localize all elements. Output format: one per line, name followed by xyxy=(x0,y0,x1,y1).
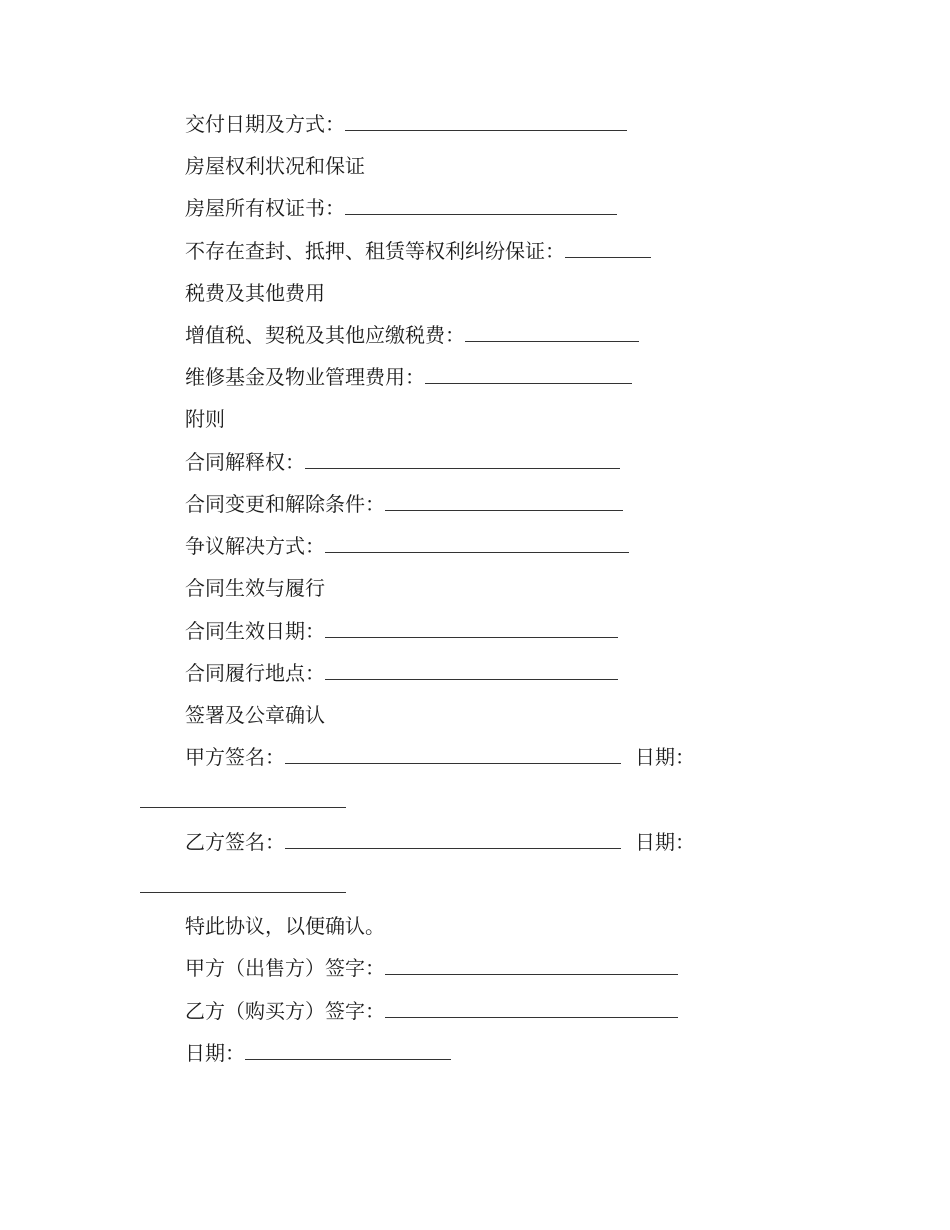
certificate-blank[interactable] xyxy=(345,196,617,215)
effect-heading-text: 合同生效与履行 xyxy=(185,576,325,600)
change-blank[interactable] xyxy=(385,492,623,511)
delivery-blank[interactable] xyxy=(345,112,627,131)
effect-date-label: 合同生效日期： xyxy=(185,619,325,643)
party-b-sign-label: 乙方签名： xyxy=(185,830,285,854)
agreement-text: 特此协议，以便确认。 xyxy=(185,914,385,938)
interpretation-blank[interactable] xyxy=(305,450,620,469)
party-a-date-label: 日期： xyxy=(635,745,695,769)
date-line xyxy=(185,1040,451,1066)
effect-heading xyxy=(185,575,325,601)
no-encumbrance-label: 不存在查封、抵押、租赁等权利纠纷保证： xyxy=(185,239,565,263)
party-b-date-blank[interactable] xyxy=(140,891,346,893)
party-a-sign-blank[interactable] xyxy=(285,745,621,764)
agreement-line xyxy=(185,913,385,939)
buyer-sign-blank[interactable] xyxy=(385,999,678,1018)
tax-line xyxy=(185,322,639,348)
maintenance-blank[interactable] xyxy=(425,365,632,384)
tax-blank[interactable] xyxy=(465,323,639,342)
change-line xyxy=(185,491,623,517)
rights-heading xyxy=(185,153,365,179)
party-b-sign-blank[interactable] xyxy=(285,830,621,849)
dispute-line xyxy=(185,533,629,559)
appendix-heading xyxy=(185,406,225,432)
interpretation-label: 合同解释权： xyxy=(185,450,305,474)
party-a-sign-line xyxy=(185,744,695,770)
interpretation-line xyxy=(185,449,620,475)
place-label: 合同履行地点： xyxy=(185,661,325,685)
delivery-line xyxy=(185,111,627,137)
change-label: 合同变更和解除条件： xyxy=(185,492,385,516)
date-label: 日期： xyxy=(185,1041,245,1065)
seller-sign-label: 甲方（出售方）签字： xyxy=(185,956,385,980)
effect-date-line xyxy=(185,618,618,644)
party-b-sign-line xyxy=(185,829,695,855)
sign-heading-text: 签署及公章确认 xyxy=(185,703,325,727)
certificate-label: 房屋所有权证书： xyxy=(185,196,345,220)
dispute-label: 争议解决方式： xyxy=(185,534,325,558)
tax-label: 增值税、契税及其他应缴税费： xyxy=(185,323,465,347)
dispute-blank[interactable] xyxy=(325,534,629,553)
tax-heading xyxy=(185,280,325,306)
buyer-sign-label: 乙方（购买方）签字： xyxy=(185,999,385,1023)
sign-heading xyxy=(185,702,325,728)
delivery-label: 交付日期及方式： xyxy=(185,112,345,136)
date-blank[interactable] xyxy=(245,1041,451,1060)
rights-heading-text: 房屋权利状况和保证 xyxy=(185,154,365,178)
maintenance-line xyxy=(185,364,632,390)
place-blank[interactable] xyxy=(325,661,618,680)
no-encumbrance-line xyxy=(185,238,651,264)
effect-date-blank[interactable] xyxy=(325,619,618,638)
party-a-date-blank[interactable] xyxy=(140,806,346,808)
party-b-date-label: 日期： xyxy=(635,830,695,854)
buyer-sign-line xyxy=(185,998,678,1024)
maintenance-label: 维修基金及物业管理费用： xyxy=(185,365,425,389)
seller-sign-line xyxy=(185,955,678,981)
seller-sign-blank[interactable] xyxy=(385,956,678,975)
tax-heading-text: 税费及其他费用 xyxy=(185,281,325,305)
no-encumbrance-blank[interactable] xyxy=(565,239,651,258)
party-a-sign-label: 甲方签名： xyxy=(185,745,285,769)
certificate-line xyxy=(185,195,617,221)
appendix-heading-text: 附则 xyxy=(185,407,225,431)
place-line xyxy=(185,660,618,686)
